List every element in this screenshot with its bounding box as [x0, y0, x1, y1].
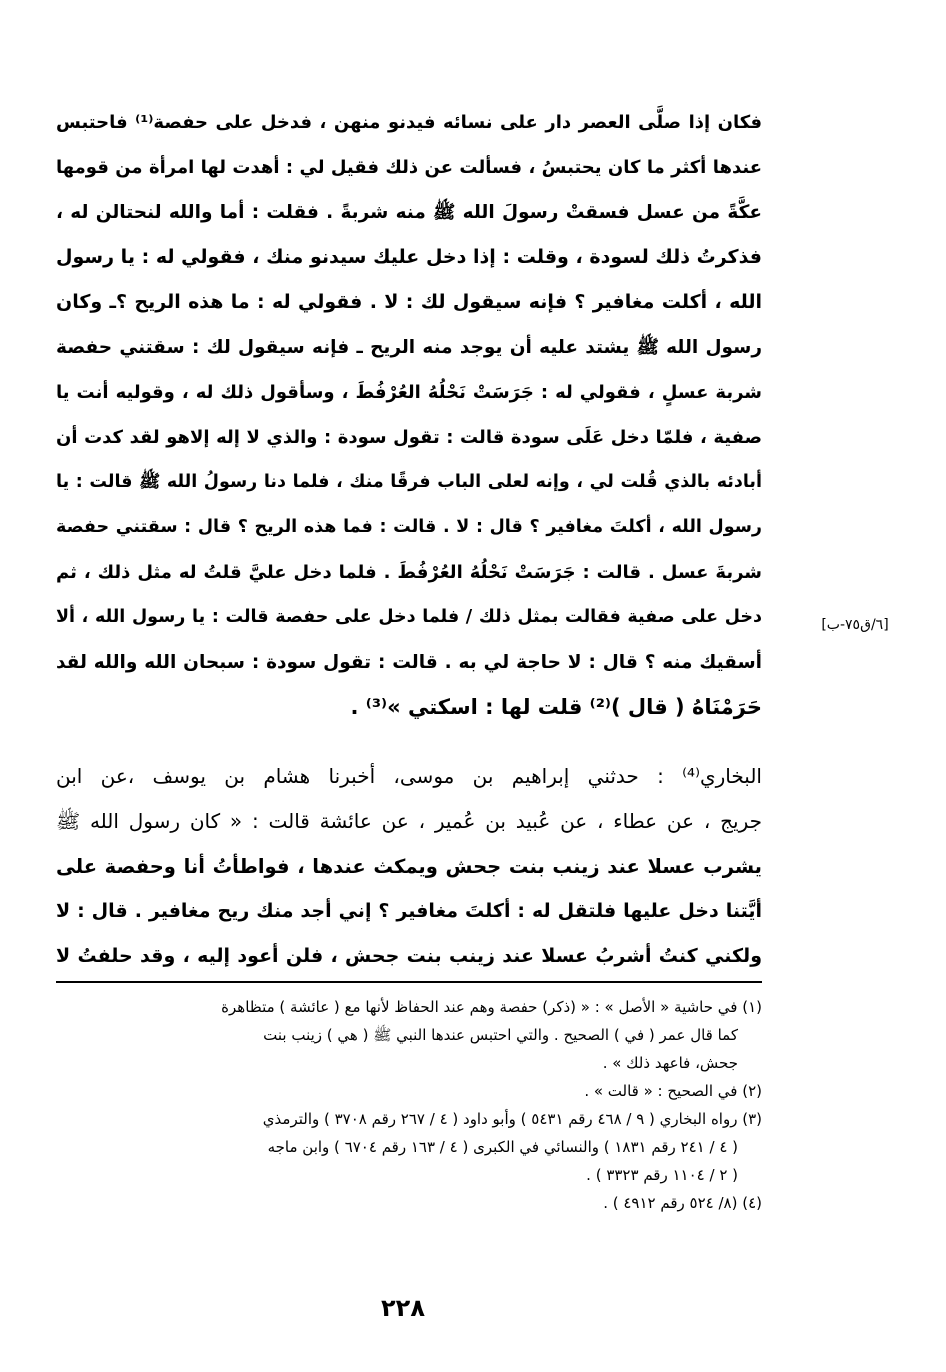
- text-line: دخل على صفية فقالت بمثل ذلك / فلما دخل على حفصة قالت : يا رسول الله ، ألا: [56, 607, 762, 627]
- footnote-divider: [56, 981, 762, 983]
- footnote-line: جحش، فاعهد ذلك » .: [602, 1054, 738, 1072]
- text-line: شربةَ عسل . قالت : جَرَسَتْ نَحْلُهُ العُرْفُطَ . فلما دخل عليَّ قلتُ له مثل ذلك ، ثم: [56, 562, 762, 583]
- text-line: عكَّةً من عسل فسقتْ رسولَ الله ﷺ منه شربةً . فقلت : أما والله لنحتالن له ،: [56, 202, 762, 223]
- text-line: ولكني كنتُ أشربُ عسلا عند زينب بنت جحش ، فلن أعود إليه ، وقد حلفتُ لا: [56, 945, 762, 967]
- text-line: أسقيك منه ؟ قال : لا حاجة لي به . قالت : تقول سودة : سبحان الله والله لقد: [56, 652, 762, 673]
- footnote-line: كما قال عمر ( في ) الصحيح . والتي احتبس عندها النبي ﷺ ( هي ) زينب بنت: [263, 1026, 738, 1044]
- footnote-line: (١) في حاشية « الأصل » : « (ذكر) حفصة وهم عند الحفاظ لأنها مع ( عائشة ) متظاهرة: [221, 998, 762, 1016]
- text-line: عندها أكثر ما كان يحتبسُ ، فسألت عن ذلك فقيل لي : أهدت لها امرأة من قومها: [56, 157, 762, 178]
- text-line: الله ، أكلت مغافير ؟ فإنه سيقول لك : لا . فقولي له : ما هذه الريح ؟ـ وكان: [56, 291, 762, 313]
- footnote-line: ( ٤ / ٢٤١ رقم ١٨٣١ ) والنسائي في الكبرى ( ٤ / ١٦٣ رقم ٦٧٠٤ ) وابن ماجه: [267, 1138, 738, 1156]
- manuscript-folio-reference: [٦/ق٧٥-ب]: [821, 617, 889, 633]
- text-line: شربة عسلٍ ، فقولي له : جَرَسَتْ نَحْلُهُ العُرْفُطَ ، وسأقول ذلك له ، وقوليه أنت يا: [56, 382, 762, 403]
- main-paragraph: [56, 100, 762, 730]
- footnote-line: ( ٢ / ١١٠٤ رقم ٣٣٢٣ ) .: [586, 1166, 738, 1184]
- text-line: أيَّتنا دخل عليها فلتقل له : أكلتَ مغافير ؟ إني أجد منك ريح مغافير . قال : لا: [56, 900, 762, 922]
- text-line: فكان إذا صلَّى العصر دار على نسائه فيدنو منهن ، فدخل على حفصة⁽¹⁾ فاحتبس: [56, 112, 762, 133]
- text-line: رسول الله ﷺ يشتد عليه أن يوجد منه الريح ـ فإنه سيقول لك : سقتني حفصة: [56, 337, 762, 358]
- hadith-paragraph: [56, 754, 762, 979]
- footnote-line: (٤) (٨/ ٥٢٤ رقم ٤٩١٢ ) .: [603, 1194, 762, 1212]
- text-line: حَرَمْنَاهُ ( قال )⁽²⁾ قلت لها : اسكتي »⁽³⁾ .: [350, 695, 762, 719]
- text-line: صفية ، فلمّا دخل عَلَى سودة قالت : تقول سودة : والذي لا إله إلاهو لقد كدت أن: [56, 427, 762, 448]
- text-line: أبادئه بالذي قُلت لي ، وإنه لعلى الباب فرقًا منك ، فلما دنا رسولُ الله ﷺ قالت : يا: [56, 472, 762, 492]
- footnote-line: (٢) في الصحيح : « قالت » .: [584, 1082, 762, 1100]
- footnote-line: (٣) رواه البخاري ( ٩ / ٤٦٨ رقم ٥٤٣١ ) وأبو داود ( ٤ / ٢٦٧ رقم ٣٧٠٨ ) والترمذي: [262, 1110, 762, 1128]
- footnotes: [56, 993, 762, 1217]
- text-line: فذكرتُ ذلك لسودة ، وقلت : إذا دخل عليك سيدنو منك ، فقولي له : يا رسول: [56, 246, 762, 268]
- text-line: رسول الله ، أكلتَ مغافير ؟ قال : لا . قالت : فما هذه الريح ؟ قال : سقتني حفصة: [56, 517, 762, 537]
- text-line: جريج ، عن عطاء ، عن عُبيد بن عُمير ، عن عائشة قالت : « كان رسول الله ﷺ: [56, 809, 762, 833]
- text-line: يشرب عسلا عند زينب بنت جحش ويمكث عندها ، فواطأتُ أنا وحفصة على: [56, 855, 762, 878]
- page-number: ٢٢٨: [381, 1294, 425, 1322]
- text-line: البخاري⁽⁴⁾ : حدثني إبراهيم بن موسى، أخبرنا هشام بن يوسف ،عن ابن: [56, 764, 762, 788]
